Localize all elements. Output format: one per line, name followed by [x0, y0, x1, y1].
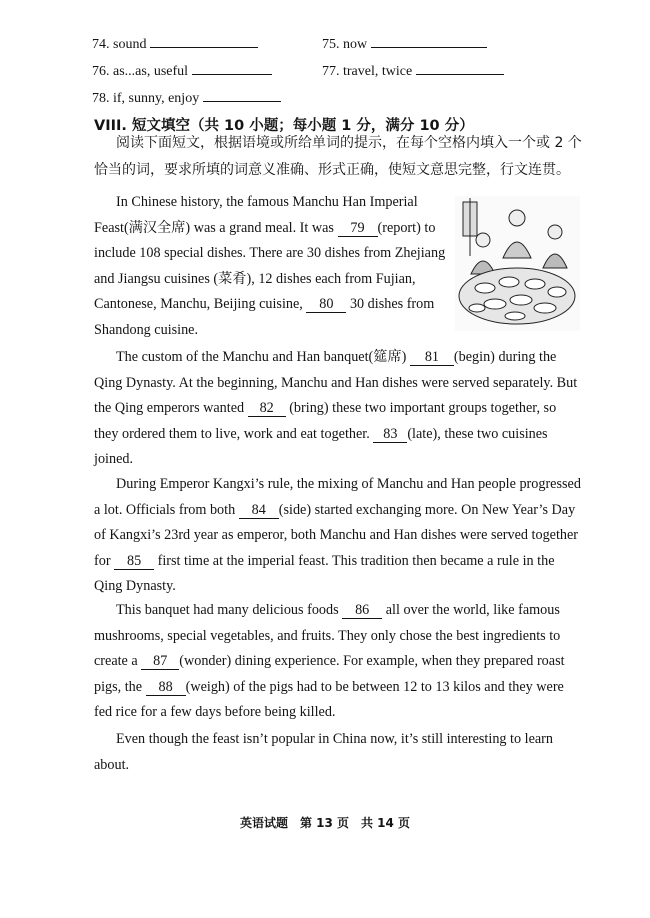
imperial-feast-illustration	[455, 196, 580, 331]
blank-81[interactable]: 81	[410, 350, 454, 366]
blank-84[interactable]: 84	[239, 503, 279, 519]
p4-line-3	[94, 649, 594, 675]
paragraph-2	[94, 345, 594, 473]
blank-87[interactable]: 87	[141, 654, 179, 670]
p1-line-6: Shandong cuisine.	[94, 321, 199, 338]
item-77-label: 77. travel, twice	[322, 64, 413, 79]
section-title: VIII. 短文填空（共 10 小题；每小题 1 分，满分 10 分）	[94, 118, 474, 134]
p2-line-3b: (bring) these two important groups together, so	[289, 400, 557, 416]
item-77-blank[interactable]	[416, 61, 504, 75]
p1-line-3: include 108 special dishes. There are 30 dishes from Zhejiang	[94, 245, 446, 261]
item-77	[322, 61, 504, 81]
p2-line-5: joined.	[94, 451, 134, 467]
instruction-line-1: 阅读下面短文，根据语境或所给单词的提示，在每个空格内填入一个或 2 个	[116, 135, 582, 151]
p4-line-4b: (weigh) of the pigs had to be between 12 to 13 kilos and they were	[185, 678, 564, 695]
p1-line-2	[94, 216, 454, 242]
item-76-label: 76. as...as, useful	[92, 64, 189, 79]
p2-line-3	[94, 396, 594, 422]
p2-line-4b: (late), these two cuisines	[407, 425, 548, 442]
item-74-blank[interactable]	[150, 34, 258, 48]
item-75-blank[interactable]	[371, 34, 487, 48]
blank-83[interactable]: 83	[373, 427, 407, 443]
p3-line-4b: first time at the imperial feast. This tradition then became a rule in the	[157, 552, 555, 569]
p3-line-2	[94, 498, 594, 524]
blank-88[interactable]: 88	[146, 680, 186, 696]
p4-line-4	[94, 675, 594, 701]
item-78-label: 78. if, sunny, enjoy	[92, 91, 200, 106]
blank-79[interactable]: 79	[338, 221, 378, 237]
p4-line-3b: (wonder) dining experience. For example, when they prepared roast	[179, 653, 565, 669]
p4-line-4a: pigs, the	[94, 678, 143, 695]
p1-line-5a: Cantonese, Manchu, Beijing cuisine,	[94, 296, 303, 312]
p3-line-4	[94, 549, 594, 575]
p4-line-3a: create a	[94, 653, 138, 669]
p3-line-2a: a lot. Officials from both	[94, 501, 236, 518]
p1-line-1: In Chinese history, the famous Manchu Han Imperial	[116, 194, 418, 210]
paragraph-1	[94, 190, 454, 343]
page-footer: 英语试题 第 13 页 共 14 页	[239, 816, 411, 830]
item-74	[92, 34, 258, 54]
p3-line-1: During Emperor Kangxi’s rule, the mixing of Manchu and Han people progressed	[116, 476, 581, 492]
blank-82[interactable]: 82	[248, 401, 286, 417]
p3-line-2b: (side) started exchanging more. On New Year’s Day	[278, 501, 576, 518]
p2-line-2: Qing Dynasty. At the beginning, Manchu and Han dishes were served separately. But	[94, 374, 578, 391]
p4-line-5: fed rice for a few days before being killed.	[94, 704, 336, 720]
blank-85[interactable]: 85	[114, 554, 154, 570]
item-76	[92, 61, 272, 81]
p2-line-1a: The custom of the Manchu and Han banquet(筵席)	[116, 349, 407, 365]
p4-line-2: mushrooms, special vegetables, and fruits. They only chose the best ingredients to	[94, 627, 561, 644]
blank-80[interactable]: 80	[306, 297, 346, 313]
item-74-label: 74. sound	[92, 37, 147, 52]
p2-line-4a: they ordered them to live, work and eat together.	[94, 425, 370, 442]
blank-86[interactable]: 86	[342, 603, 382, 619]
p2-line-1b: (begin) during the	[453, 349, 557, 365]
p4-line-1a: This banquet had many delicious foods	[116, 602, 339, 618]
item-76-blank[interactable]	[192, 61, 272, 75]
p2-line-3a: the Qing emperors wanted	[94, 400, 245, 416]
p4-line-1	[94, 598, 594, 624]
p1-line-2b: (report) to	[377, 219, 436, 236]
p3-line-5: Qing Dynasty.	[94, 578, 176, 594]
p5-line-1: Even though the feast isn’t popular in China now, it’s still interesting to learn	[116, 731, 553, 747]
p1-line-5b: 30 dishes from	[349, 296, 435, 312]
paragraph-4	[94, 598, 594, 726]
p1-line-5	[94, 292, 454, 318]
p2-line-4	[94, 422, 594, 448]
p5-line-2: about.	[94, 756, 130, 773]
item-75-label: 75. now	[322, 37, 368, 52]
item-78	[92, 88, 281, 108]
p1-line-4: and Jiangsu cuisines (菜肴), 12 dishes each from Fujian,	[94, 270, 416, 287]
p1-line-2a: Feast(满汉全席) was a grand meal. It was	[94, 219, 334, 236]
p2-line-1	[94, 345, 594, 371]
p3-line-3: of Kangxi’s 23rd year as emperor, both Manchu and Han dishes were served together	[94, 527, 579, 543]
paragraph-3	[94, 472, 594, 600]
instruction-line-2: 恰当的词，要求所填的词意义准确、形式正确，使短文意思完整，行文连贯。	[94, 162, 570, 178]
p3-line-4a: for	[94, 552, 111, 569]
item-78-blank[interactable]	[203, 88, 281, 102]
item-75	[322, 34, 487, 54]
paragraph-5	[94, 727, 594, 778]
p4-line-1b: all over the world, like famous	[385, 602, 560, 618]
